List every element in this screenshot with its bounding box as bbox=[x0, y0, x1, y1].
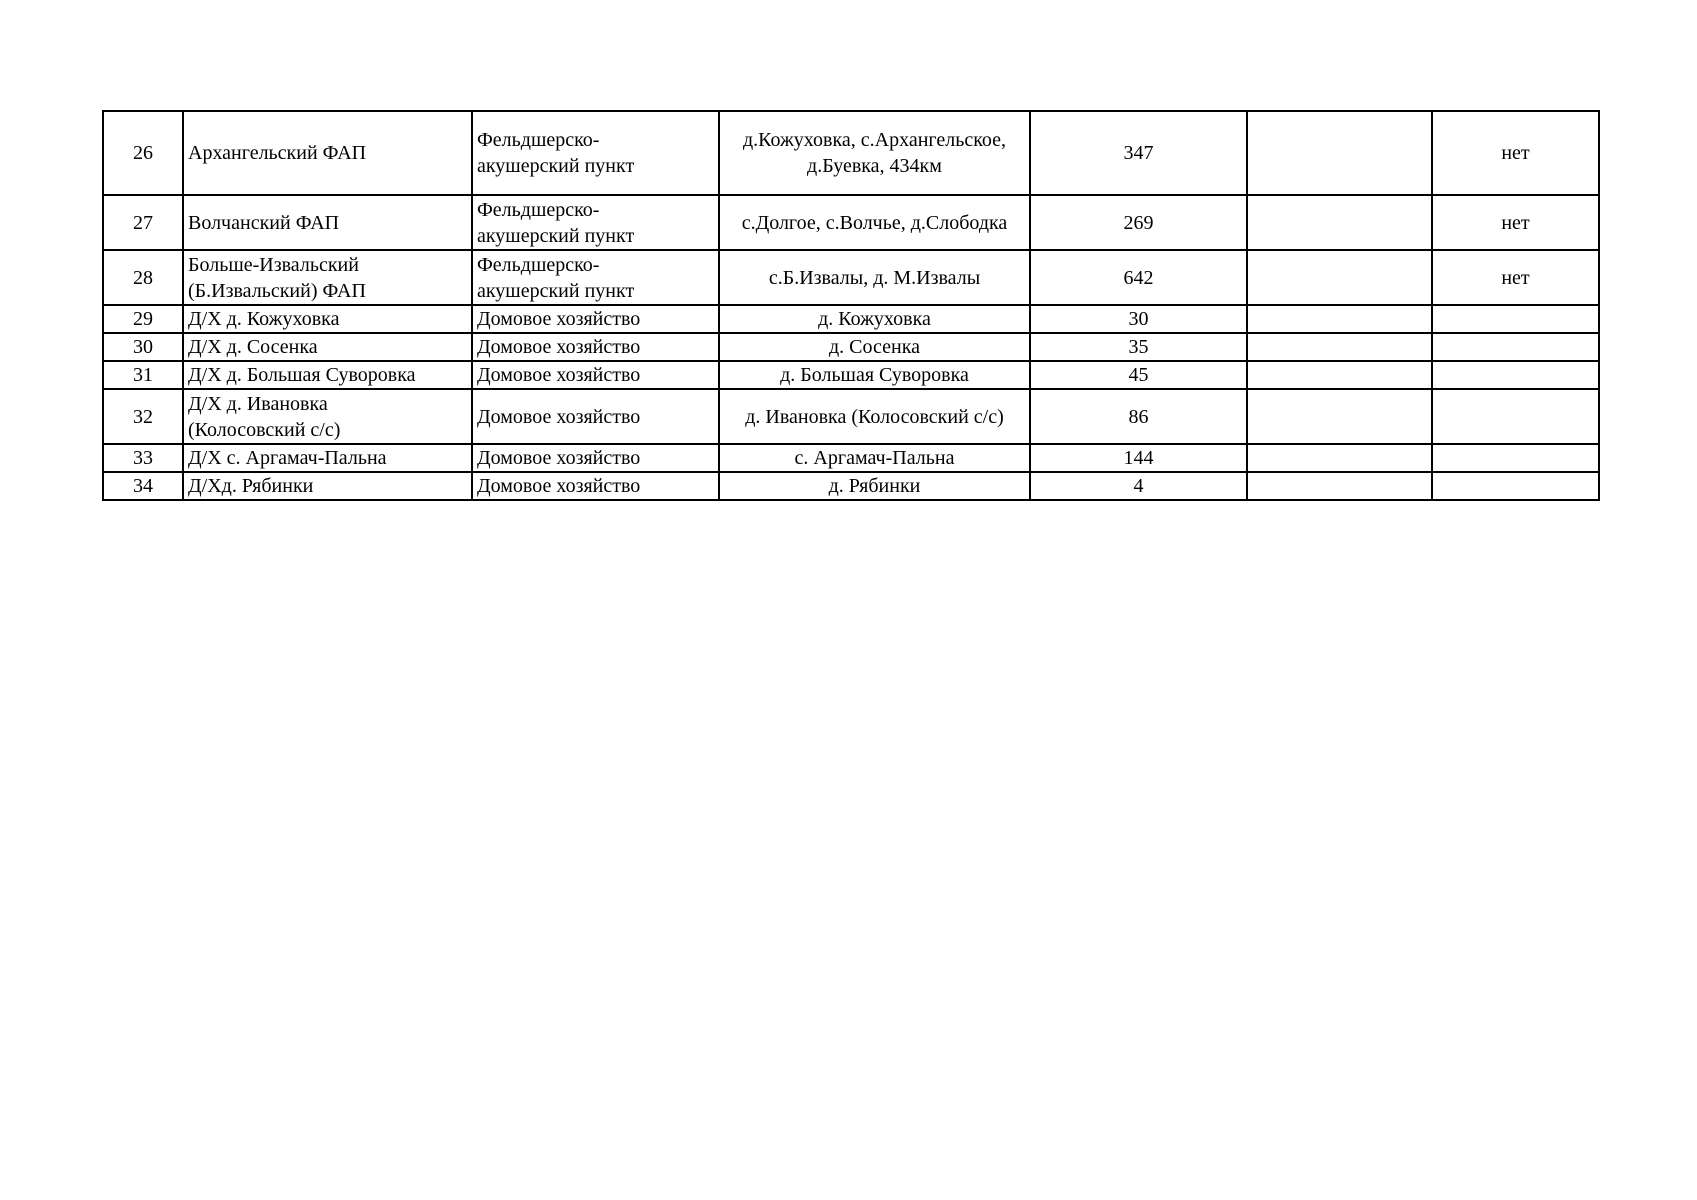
facility-name: Д/Х д. Кожуховка bbox=[183, 305, 472, 333]
facility-type: Домовое хозяйство bbox=[472, 305, 719, 333]
empty-cell bbox=[1247, 305, 1432, 333]
facility-name: Д/Х д. Сосенка bbox=[183, 333, 472, 361]
facility-name: Д/Х д. Большая Суворовка bbox=[183, 361, 472, 389]
note-cell bbox=[1432, 305, 1599, 333]
served-settlements: д. Ивановка (Колосовский с/с) bbox=[719, 389, 1030, 444]
row-number: 32 bbox=[103, 389, 183, 444]
facility-type: Фельдшерско- акушерский пункт bbox=[472, 250, 719, 305]
table-row bbox=[103, 361, 1599, 389]
row-number: 26 bbox=[103, 111, 183, 195]
served-settlements: д. Кожуховка bbox=[719, 305, 1030, 333]
row-number: 33 bbox=[103, 444, 183, 472]
table-row bbox=[103, 444, 1599, 472]
population-count: 269 bbox=[1030, 195, 1247, 250]
row-number: 34 bbox=[103, 472, 183, 500]
row-number: 29 bbox=[103, 305, 183, 333]
served-settlements: с. Аргамач-Пальна bbox=[719, 444, 1030, 472]
facility-type: Фельдшерско- акушерский пункт bbox=[472, 195, 719, 250]
table-row bbox=[103, 472, 1599, 500]
served-settlements: д. Сосенка bbox=[719, 333, 1030, 361]
table-row bbox=[103, 305, 1599, 333]
empty-cell bbox=[1247, 250, 1432, 305]
facilities-table bbox=[102, 110, 1600, 501]
note-cell bbox=[1432, 333, 1599, 361]
note-cell bbox=[1432, 361, 1599, 389]
population-count: 35 bbox=[1030, 333, 1247, 361]
empty-cell bbox=[1247, 389, 1432, 444]
population-count: 144 bbox=[1030, 444, 1247, 472]
facility-name: Д/Х д. Ивановка (Колосовский с/с) bbox=[183, 389, 472, 444]
empty-cell bbox=[1247, 472, 1432, 500]
table-row bbox=[103, 333, 1599, 361]
table-row bbox=[103, 389, 1599, 444]
population-count: 642 bbox=[1030, 250, 1247, 305]
served-settlements: с.Б.Извалы, д. М.Извалы bbox=[719, 250, 1030, 305]
facility-type: Домовое хозяйство bbox=[472, 444, 719, 472]
empty-cell bbox=[1247, 333, 1432, 361]
population-count: 86 bbox=[1030, 389, 1247, 444]
row-number: 28 bbox=[103, 250, 183, 305]
facility-type: Домовое хозяйство bbox=[472, 333, 719, 361]
facility-type: Домовое хозяйство bbox=[472, 361, 719, 389]
population-count: 45 bbox=[1030, 361, 1247, 389]
population-count: 4 bbox=[1030, 472, 1247, 500]
facility-name: Волчанский ФАП bbox=[183, 195, 472, 250]
facility-name: Д/Х с. Аргамач-Пальна bbox=[183, 444, 472, 472]
empty-cell bbox=[1247, 361, 1432, 389]
empty-cell bbox=[1247, 111, 1432, 195]
served-settlements: д.Кожуховка, с.Архангельское, д.Буевка, 434км bbox=[719, 111, 1030, 195]
empty-cell bbox=[1247, 195, 1432, 250]
served-settlements: с.Долгое, с.Волчье, д.Слободка bbox=[719, 195, 1030, 250]
row-number: 30 bbox=[103, 333, 183, 361]
served-settlements: д. Большая Суворовка bbox=[719, 361, 1030, 389]
table-row bbox=[103, 195, 1599, 250]
note-cell bbox=[1432, 472, 1599, 500]
table-row bbox=[103, 111, 1599, 195]
note-cell: нет bbox=[1432, 111, 1599, 195]
facility-type: Домовое хозяйство bbox=[472, 472, 719, 500]
population-count: 347 bbox=[1030, 111, 1247, 195]
facility-type: Домовое хозяйство bbox=[472, 389, 719, 444]
note-cell bbox=[1432, 444, 1599, 472]
facility-type: Фельдшерско- акушерский пункт bbox=[472, 111, 719, 195]
served-settlements: д. Рябинки bbox=[719, 472, 1030, 500]
facility-name: Архангельский ФАП bbox=[183, 111, 472, 195]
row-number: 31 bbox=[103, 361, 183, 389]
population-count: 30 bbox=[1030, 305, 1247, 333]
table-row bbox=[103, 250, 1599, 305]
facility-name: Больше-Извальский (Б.Извальский) ФАП bbox=[183, 250, 472, 305]
note-cell bbox=[1432, 389, 1599, 444]
row-number: 27 bbox=[103, 195, 183, 250]
facility-name: Д/Хд. Рябинки bbox=[183, 472, 472, 500]
empty-cell bbox=[1247, 444, 1432, 472]
note-cell: нет bbox=[1432, 250, 1599, 305]
note-cell: нет bbox=[1432, 195, 1599, 250]
